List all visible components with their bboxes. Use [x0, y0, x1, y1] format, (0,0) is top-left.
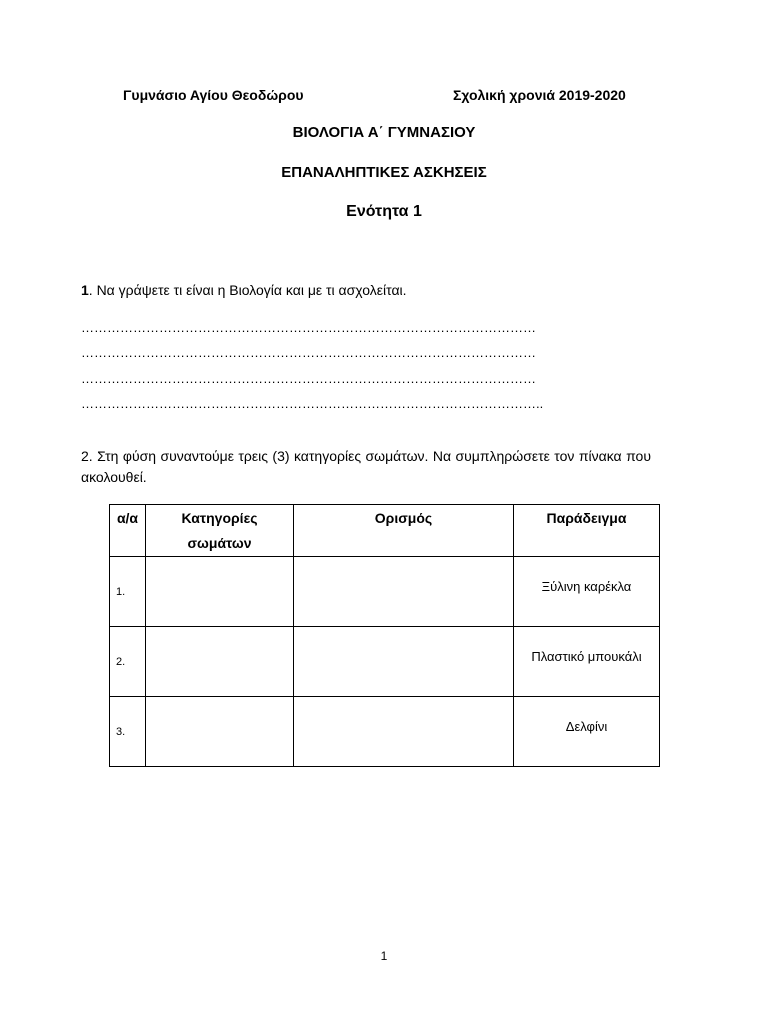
header-example: Παράδειγμα [514, 505, 660, 557]
definition-cell[interactable] [294, 557, 514, 627]
category-cell[interactable] [146, 697, 294, 767]
question-2: 2. Στη φύση συναντούμε τρεις (3) κατηγορίες σωμάτων. Να συμπληρώσετε τον πίνακα που ακολουθεί. [81, 448, 651, 485]
answer-line[interactable]: …………………………………………………………………………………………….. [81, 396, 544, 411]
table-row [110, 557, 660, 627]
unit-title: Ενότητα 1 [346, 203, 422, 220]
question-1-text: . Να γράψετε τι είναι η Βιολογία και με τι ασχολείται. [88, 282, 407, 298]
question-1 [81, 282, 407, 298]
subject-title: ΒΙΟΛΟΓΙΑ Α΄ ΓΥΜΝΑΣΙΟΥ [292, 124, 476, 141]
row-number: 2. [110, 627, 146, 697]
question-1-number: 1 [81, 282, 89, 298]
school-year: Σχολική χρονιά 2019-2020 [453, 87, 626, 103]
row-number: 3. [110, 697, 146, 767]
answer-line[interactable]: …………………………………………………………………………………………… [81, 345, 536, 360]
example-cell: Δελφίνι [514, 697, 660, 767]
header-aa: α/α [110, 505, 146, 557]
page-number: 1 [380, 949, 388, 963]
category-cell[interactable] [146, 627, 294, 697]
example-cell: Πλαστικό μπουκάλι [514, 627, 660, 697]
school-name: Γυμνάσιο Αγίου Θεοδώρου [123, 87, 304, 103]
header-category [146, 505, 294, 557]
row-number: 1. [110, 557, 146, 627]
table-row [110, 627, 660, 697]
table-row [110, 697, 660, 767]
categories-table [109, 504, 660, 767]
category-cell[interactable] [146, 557, 294, 627]
answer-line[interactable]: …………………………………………………………………………………………… [81, 371, 536, 386]
example-cell: Ξύλινη καρέκλα [514, 557, 660, 627]
exercises-title: ΕΠΑΝΑΛΗΠΤΙΚΕΣ ΑΣΚΗΣΕΙΣ [281, 164, 487, 181]
table-header-row [110, 505, 660, 557]
definition-cell[interactable] [294, 697, 514, 767]
header-category-line2: σωμάτων [187, 535, 252, 551]
definition-cell[interactable] [294, 627, 514, 697]
header-definition: Ορισμός [294, 505, 514, 557]
header-category-line1: Κατηγορίες [181, 510, 258, 526]
answer-line[interactable]: …………………………………………………………………………………………… [81, 320, 536, 335]
